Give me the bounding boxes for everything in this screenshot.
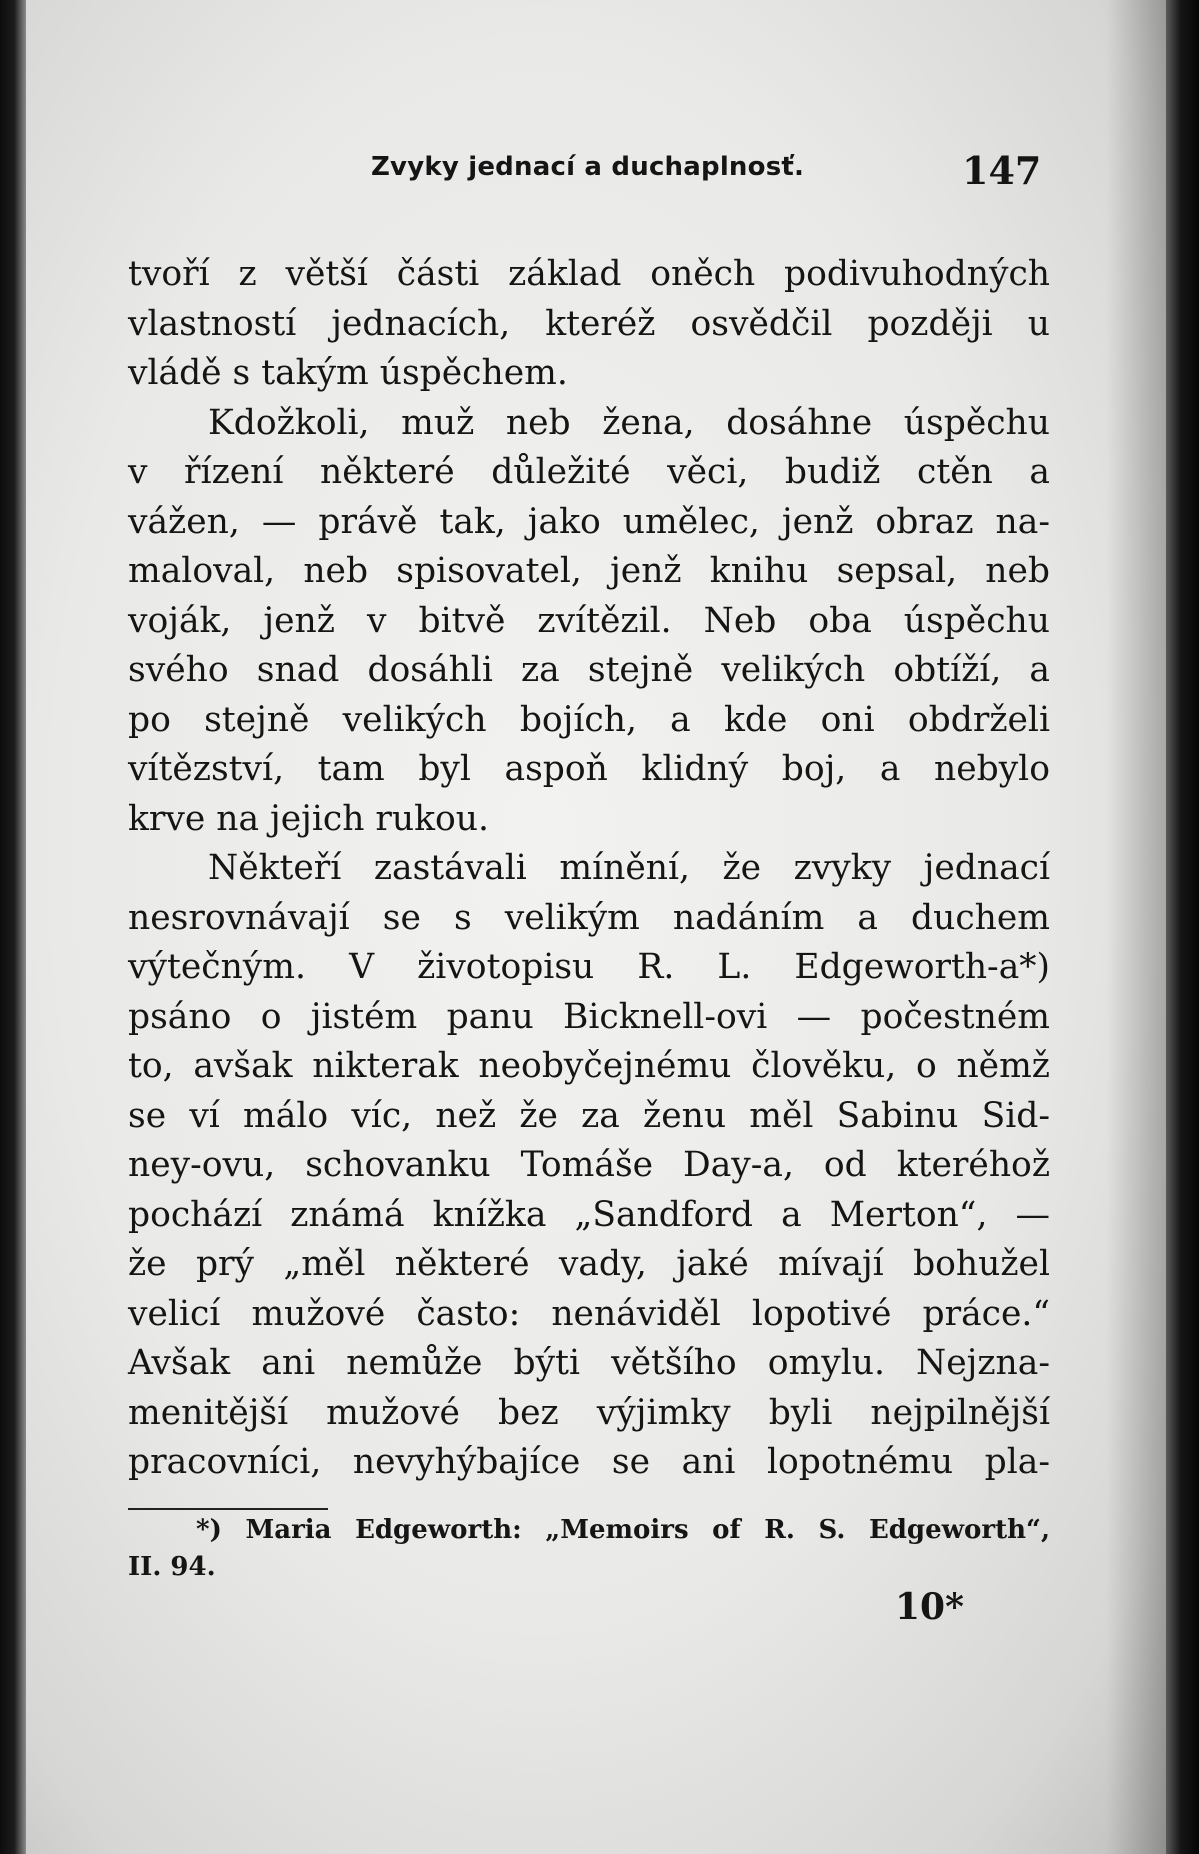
- text-line: vážen, — právě tak, jako umělec, jenž obraz na-: [128, 501, 1050, 542]
- book-gutter-left: [0, 0, 26, 1854]
- text-line: voják, jenž v bitvě zvítězil. Neb oba úspěchu: [128, 600, 1050, 641]
- footnote: [128, 1512, 1050, 1586]
- text-line: menitější mužové bez výjimky byli nejpilnější: [128, 1392, 1050, 1433]
- text-line: Kdožkoli, muž neb žena, dosáhne úspěchu: [208, 402, 1050, 443]
- footnote-line: II. 94.: [128, 1552, 216, 1582]
- text-line: že prý „měl některé vady, jaké mívají bohužel: [128, 1244, 1050, 1284]
- text-line: pochází známá knížka „Sandford a Merton“, —: [128, 1194, 1050, 1235]
- footnote-rule: [128, 1508, 328, 1510]
- page-number: 147: [962, 148, 1042, 193]
- text-line: vládě s takým úspěchem.: [128, 353, 568, 393]
- text-line: velicí mužové často: nenáviděl lopotivé práce.“: [128, 1293, 1050, 1334]
- text-line: psáno o jistém panu Bicknell-ovi — počestném: [128, 996, 1050, 1037]
- text-line: nesrovnávají se s velikým nadáním a duchem: [128, 897, 1050, 938]
- text-line: maloval, neb spisovatel, jenž knihu sepsal, neb: [128, 551, 1050, 591]
- text-line: svého snad dosáhli za stejně velikých obtíží, a: [128, 650, 1050, 690]
- text-line: to, avšak nikterak neobyčejnému člověku, o němž: [128, 1046, 1050, 1086]
- signature-mark: 10*: [895, 1586, 964, 1628]
- text-line: se ví málo víc, než že za ženu měl Sabinu Sid-: [128, 1095, 1050, 1136]
- footnote-line: *) Maria Edgeworth: „Memoirs of R. S. Edgeworth“,: [196, 1515, 1050, 1545]
- text-line: vlastností jednacích, kteréž osvědčil později u: [128, 303, 1050, 344]
- text-line: Avšak ani nemůže býti většího omylu. Nejzna-: [128, 1343, 1050, 1383]
- text-line: ney-ovu, schovanku Tomáše Day-a, od kteréhož: [128, 1145, 1050, 1185]
- text-line: v řízení některé důležité věci, budiž ctěn a: [128, 452, 1050, 492]
- body-text: [128, 250, 1050, 1488]
- text-line: tvoří z větší části základ oněch podivuhodných: [128, 254, 1050, 294]
- text-line: pracovníci, nevyhýbajíce se ani lopotnému pla-: [128, 1442, 1050, 1482]
- text-line: vítězství, tam byl aspoň klidný boj, a nebylo: [128, 749, 1050, 789]
- text-line: po stejně velikých bojích, a kde oni obdrželi: [128, 699, 1050, 740]
- text-line: krve na jejich rukou.: [128, 798, 489, 839]
- text-line: Někteří zastávali mínění, že zvyky jednací: [208, 848, 1050, 888]
- text-line: výtečným. V životopisu R. L. Edgeworth-a*): [128, 947, 1050, 987]
- book-page: [26, 0, 1166, 1854]
- book-edge-right: [1166, 0, 1199, 1854]
- running-head: Zvyky jednací a duchaplnosť.: [371, 152, 805, 182]
